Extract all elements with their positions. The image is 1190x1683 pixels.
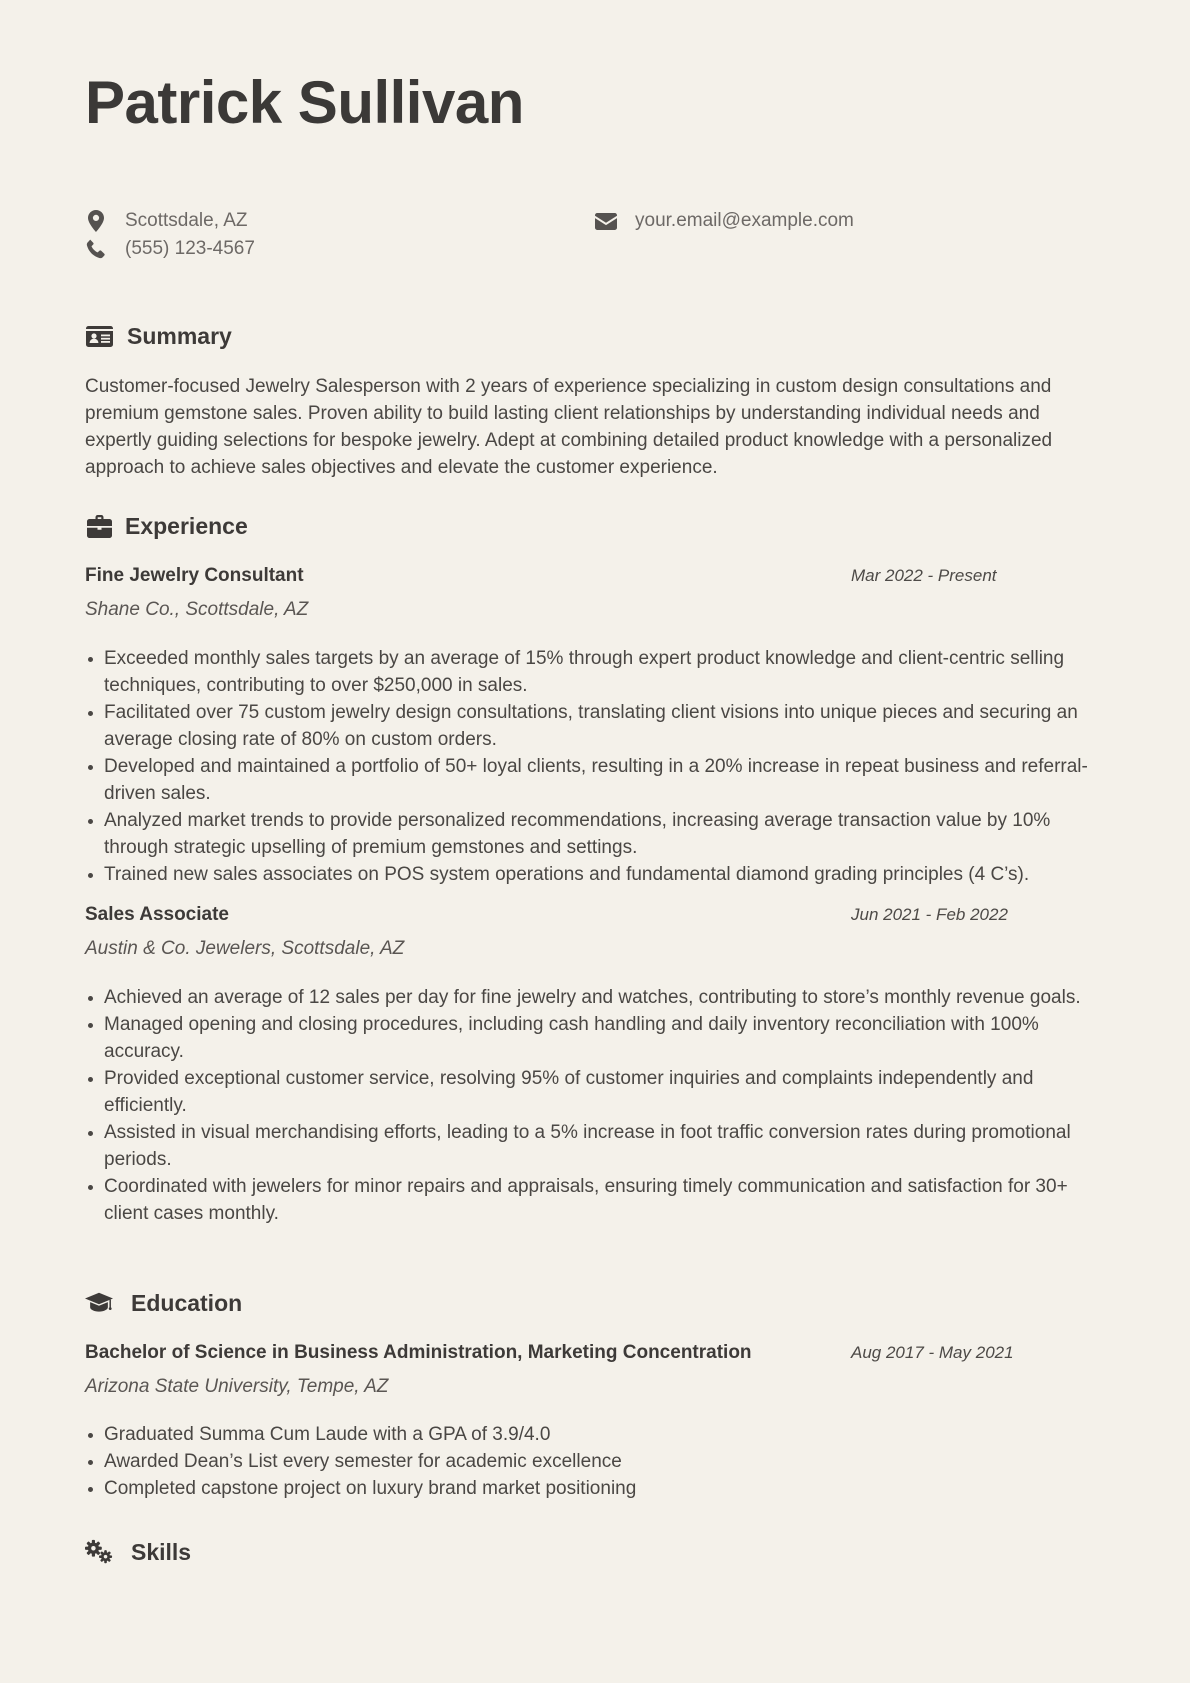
phone-icon — [85, 238, 107, 260]
skills-section-heading — [85, 1537, 191, 1567]
education-heading: Education — [131, 1289, 243, 1316]
list-item: Facilitated over 75 custom jewelry design consultations, translating client visions into unique pieces and securing an average closing rate of 80% on custom orders. — [85, 699, 1110, 753]
list-item: Achieved an average of 12 sales per day for fine jewelry and watches, contributing to store’s monthly revenue goals. — [85, 984, 1110, 1011]
list-item: Developed and maintained a portfolio of 50+ loyal clients, resulting in a 20% increase in repeat business and referral-driven sales. — [85, 753, 1110, 807]
experience-heading: Experience — [125, 512, 248, 539]
education-section-heading — [85, 1288, 242, 1318]
list-item: Exceeded monthly sales targets by an average of 15% through expert product knowledge and client-centric selling techniques, contributing to over $250,000 in sales. — [85, 645, 1110, 699]
phone-text: (555) 123-4567 — [125, 238, 255, 259]
list-item: Analyzed market trends to provide personalized recommendations, increasing average transaction value by 10% through strategic upselling of premium gemstones and settings. — [85, 807, 1110, 861]
education-bullets — [85, 1421, 1110, 1502]
list-item: Graduated Summa Cum Laude with a GPA of 3.9/4.0 — [85, 1421, 1110, 1448]
envelope-icon — [595, 210, 617, 232]
job-bullets — [85, 645, 1110, 888]
school-name: Arizona State University, Tempe, AZ — [85, 1376, 389, 1397]
graduation-cap-icon — [85, 1289, 113, 1317]
list-item: Provided exceptional customer service, resolving 95% of customer inquiries and complaints independently and efficiently. — [85, 1065, 1110, 1119]
list-item: Managed opening and closing procedures, including cash handling and daily inventory reconciliation with 100% accuracy. — [85, 1011, 1110, 1065]
cogs-icon — [85, 1538, 113, 1566]
job-dates: Jun 2021 - Feb 2022 — [851, 905, 1008, 924]
contact-info — [85, 210, 1105, 270]
job-title: Sales Associate — [85, 904, 229, 925]
location-text: Scottsdale, AZ — [125, 210, 248, 231]
job-company: Austin & Co. Jewelers, Scottsdale, AZ — [85, 938, 405, 959]
contact-location — [85, 210, 248, 232]
summary-heading: Summary — [127, 322, 232, 349]
education-dates: Aug 2017 - May 2021 — [851, 1343, 1014, 1362]
email-link[interactable]: your.email@example.com — [635, 210, 854, 231]
list-item: Assisted in visual merchandising efforts, leading to a 5% increase in foot traffic conversion rates during promotional periods. — [85, 1119, 1110, 1173]
summary-text: Customer-focused Jewelry Salesperson with 2 years of experience specializing in custom design consultations and premium gemstone sales. Proven ability to build lasting client relationships by understanding individual needs and expertly guiding selections for bespoke jewelry. Adept at combining detailed product knowledge with a personalized approach to achieve sales objectives and elevate the customer experience. — [85, 376, 1053, 478]
contact-email[interactable] — [595, 210, 854, 232]
contact-phone — [85, 238, 255, 260]
list-item: Completed capstone project on luxury brand market positioning — [85, 1475, 1110, 1502]
skills-heading: Skills — [131, 1538, 192, 1565]
experience-section-heading — [85, 511, 248, 541]
degree-title: Bachelor of Science in Business Administration, Marketing Concentration — [85, 1342, 752, 1363]
briefcase-icon — [85, 512, 113, 540]
id-card-icon — [85, 322, 113, 350]
list-item: Awarded Dean’s List every semester for academic excellence — [85, 1448, 1110, 1475]
job-title: Fine Jewelry Consultant — [85, 565, 304, 586]
list-item: Trained new sales associates on POS system operations and fundamental diamond grading principles (4 C’s). — [85, 861, 1110, 888]
map-marker-icon — [85, 210, 107, 232]
summary-section-heading — [85, 321, 232, 351]
job-bullets — [85, 984, 1110, 1227]
job-dates: Mar 2022 - Present — [851, 566, 997, 585]
list-item: Coordinated with jewelers for minor repairs and appraisals, ensuring timely communication and satisfaction for 30+ client cases monthly. — [85, 1173, 1110, 1227]
candidate-name: Patrick Sullivan — [85, 69, 524, 136]
job-company: Shane Co., Scottsdale, AZ — [85, 599, 309, 620]
